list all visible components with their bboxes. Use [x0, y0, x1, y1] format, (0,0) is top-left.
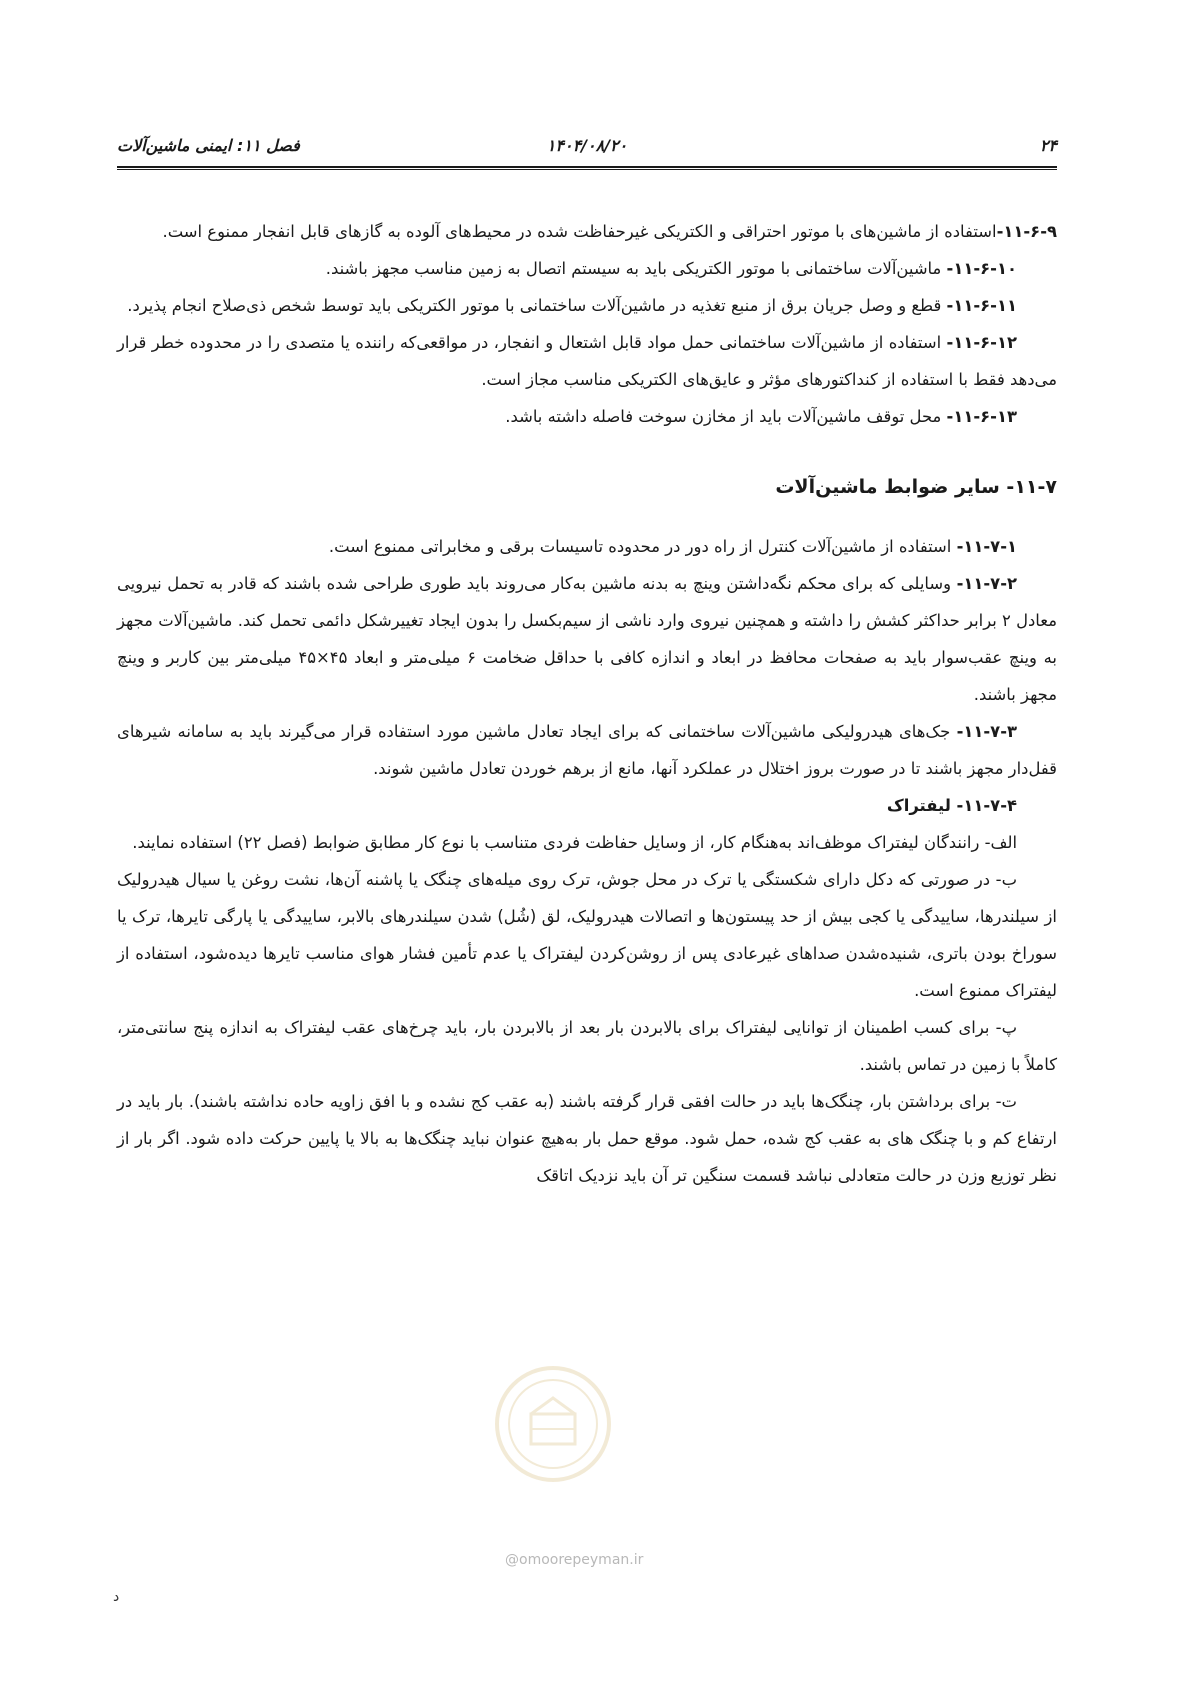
- item-te: ت- برای برداشتن بار، چنگک‌ها باید در حالت افقی قرار گرفته باشند (به عقب کج نشده و با افق زاویه حاده نداشته باشند). بار باید در ارتفاع کم و با چنگک های به عقب کج شده، حمل شود. موقع حمل بار به‌هیچ عنوان نباید چنگک‌ها به بالا یا پایین حرکت داده شود. اگر بار از نظر توزیع وزن در حالت متعادلی نباشد قسمت سنگین تر آن باید نزدیک اتاقک: [117, 1092, 1057, 1185]
- item-alef: الف- رانندگان لیفتراک موظف‌اند به‌هنگام کار، از وسایل حفاظت فردی متناسب با نوع کار مطابق ضوابط (فصل ۲۲) استفاده نمایند.: [132, 833, 1017, 852]
- chapter-title: فصل ۱۱: ایمنی ماشین‌آلات: [117, 136, 300, 155]
- paragraph-number: ۱۱-۷-۱-: [956, 537, 1017, 556]
- paragraph-text: استفاده از ماشین‌آلات ساختمانی حمل مواد قابل اشتعال و انفجار، در مواقعی‌که راننده یا متصدی را در محدوده خطر قرار می‌دهد فقط با استفاده از کنداکتورهای مؤثر و عایق‌های الکتریکی مناسب مجاز است.: [117, 333, 1057, 389]
- paragraph-number: ۱۱-۶-۱۰-: [946, 259, 1017, 278]
- watermark-text: @omoorepeyman.ir: [505, 1552, 644, 1568]
- paragraph-number: ۱۱-۶-۱۱-: [946, 296, 1017, 315]
- section-heading: ۱۱-۷- سایر ضوابط ماشین‌آلات: [775, 476, 1057, 498]
- paragraph-text: وسایلی که برای محکم نگه‌داشتن وینچ به بدنه ماشین به‌کار می‌روند باید طوری طراحی شده باشند که قادر به تحمل نیرویی معادل ۲ برابر حداکثر کشش را داشته و همچنین نیروی وارد ناشی از سیم‌بکسل را بدون ایجاد تغییرشکل دائمی تحمل کند. ماشین‌آلات مجهز به وینچ عقب‌سوار باید به صفحات محافظ در ابعاد و اندازه کافی با حداقل ضخامت ۶ میلی‌متر و ابعاد ۴۵×۴۵ میلی‌متر بین کاربر و وینچ مجهز باشند.: [117, 574, 1057, 704]
- paragraph-11-7-2: [117, 565, 1057, 713]
- paragraph-text: ماشین‌آلات ساختمانی با موتور الکتریکی باید به سیستم اتصال به زمین مناسب مجهز باشند.: [325, 259, 947, 278]
- page-header: [117, 128, 1057, 168]
- page-number: ۲۴: [1039, 136, 1057, 155]
- paragraph-number: ۱۱-۶-۹-: [996, 222, 1057, 241]
- paragraph-11-6-13: [117, 398, 1057, 435]
- paragraph-11-6-10: [117, 250, 1057, 287]
- page-footer-mark: د: [113, 1589, 120, 1605]
- paragraph-11-6-12: [117, 324, 1057, 398]
- header-divider: [117, 166, 1057, 170]
- watermark-logo: [493, 1364, 613, 1484]
- paragraph-text: قطع و وصل جریان برق از منبع تغذیه در ماشین‌آلات ساختمانی با موتور الکتریکی باید توسط شخص ذی‌صلاح انجام پذیرد.: [127, 296, 947, 315]
- paragraph-text: محل توقف ماشین‌آلات باید از مخازن سوخت فاصله داشته باشد.: [505, 407, 947, 426]
- paragraph-text: استفاده از ماشین‌های با موتور احتراقی و الکتریکی غیرحفاظت شده در محیط‌های آلوده به گازهای قابل انفجار ممنوع است.: [162, 222, 997, 241]
- body-text: [117, 213, 1057, 1194]
- paragraph-text: جک‌های هیدرولیکی ماشین‌آلات ساختمانی که برای ایجاد تعادل ماشین مورد استفاده قرار می‌گیرند باید به سامانه شیرهای قفل‌دار مجهز باشند تا در صورت بروز اختلال در عملکرد آنها، مانع از برهم خوردن تعادل ماشین شوند.: [117, 722, 1057, 778]
- paragraph-11-6-9: [117, 213, 1057, 250]
- paragraph-11-7-1: [117, 528, 1057, 565]
- paragraph-11-7-3: [117, 713, 1057, 787]
- subsection-heading-forklift: ۱۱-۷-۴- لیفتراک: [886, 796, 1017, 815]
- header-date: ۱۴۰۴/۰۸/۲۰: [546, 136, 628, 155]
- paragraph-number: ۱۱-۷-۲-: [956, 574, 1017, 593]
- paragraph-number: ۱۱-۶-۱۲-: [946, 333, 1017, 352]
- item-be: ب- در صورتی که دکل دارای شکستگی یا ترک در محل جوش، ترک روی میله‌های چنگک یا پاشنه آن‌ها، نشت روغن یا سیال هیدرولیک از سیلندرها، ساییدگی یا کجی بیش از حد پیستون‌ها و اتصالات هیدرولیک، لق (شُل) شدن سیلندرهای بالابر، ساییدگی یا پارگی تایرها، ترک یا سوراخ بودن باتری، شنیده‌شدن صداهای غیرعادی پس از روشن‌کردن لیفتراک یا عدم تأمین فشار هوای مناسب تایرها دیده‌شود، استفاده از لیفتراک ممنوع است.: [117, 870, 1057, 1000]
- paragraph-number: ۱۱-۶-۱۳-: [946, 407, 1017, 426]
- paragraph-text: استفاده از ماشین‌آلات کنترل از راه دور در محدوده تاسیسات برقی و مخابراتی ممنوع است.: [328, 537, 957, 556]
- item-pe: پ- برای کسب اطمینان از توانایی لیفتراک برای بالابردن بار بعد از بالابردن بار، باید چرخ‌های عقب لیفتراک به اندازه پنج سانتی‌متر، کاملاً با زمین در تماس باشند.: [117, 1018, 1057, 1074]
- paragraph-11-6-11: [117, 287, 1057, 324]
- paragraph-number: ۱۱-۷-۳-: [956, 722, 1017, 741]
